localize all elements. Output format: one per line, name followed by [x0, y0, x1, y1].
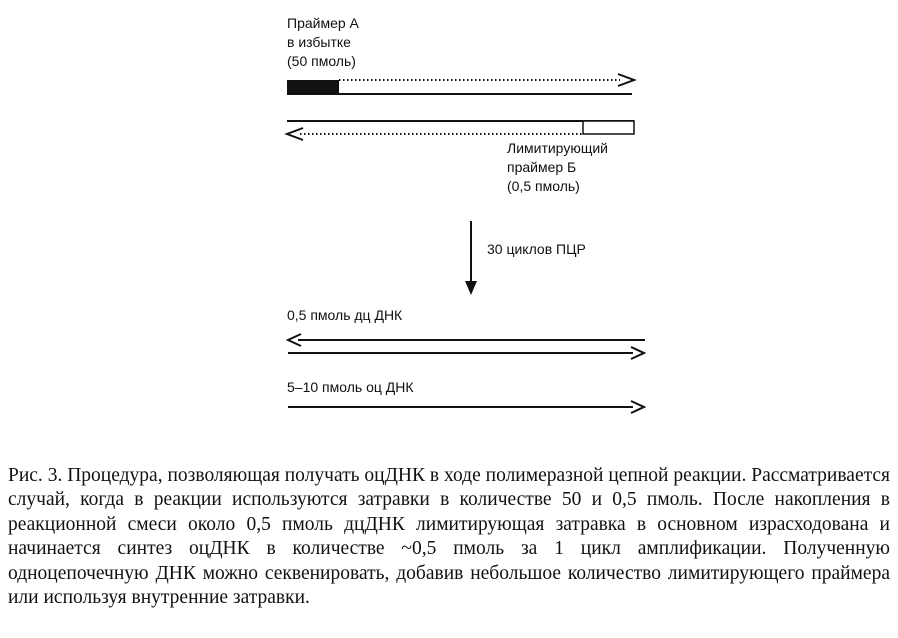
cycles-arrowhead [465, 281, 477, 295]
cycles-label: 30 циклов ПЦР [487, 241, 586, 257]
primer-a-label-line1: Праймер А [287, 15, 359, 31]
primer-a-strand [287, 74, 634, 94]
ss-dna-product [288, 401, 644, 413]
ds-dna-product [288, 334, 645, 359]
primer-b-label-line2: праймер Б [507, 159, 577, 175]
ds-dna-label: 0,5 пмоль дц ДНК [287, 307, 403, 323]
primer-b-label-line1: Лимитирующий [507, 140, 608, 156]
primer-b-block [583, 121, 634, 134]
figure-caption: Рис. 3. Процедура, позволяющая получать оцДНК в ходе полимеразной цепной реакции. Рассматривается случай, когда в реакции используются затравки в количестве 50 и 0,5 пмоль. После накопления в реакционной смеси около 0,5 пмоль дцДНК лимитирующая затравка в основном израсходована и начинается синтез оцДНК в количестве ~0,5 пмоль за 1 цикл амплификации. Полученную одноцепочечную ДНК можно секвенировать, добавив небольшое количество лимитирующего праймера или используя внутренние затравки. [8, 465, 890, 609]
primer-b-label-line3: (0,5 пмоль) [507, 178, 580, 194]
primer-a-arrowhead [618, 74, 634, 86]
primer-b-strand [287, 121, 634, 140]
ss-dna-label: 5–10 пмоль оц ДНК [287, 379, 414, 395]
primer-a-label-line3: (50 пмоль) [287, 53, 356, 69]
primer-a-label-line2: в избытке [287, 34, 351, 50]
cycles-arrow [465, 221, 477, 295]
primer-a-block [287, 80, 339, 93]
